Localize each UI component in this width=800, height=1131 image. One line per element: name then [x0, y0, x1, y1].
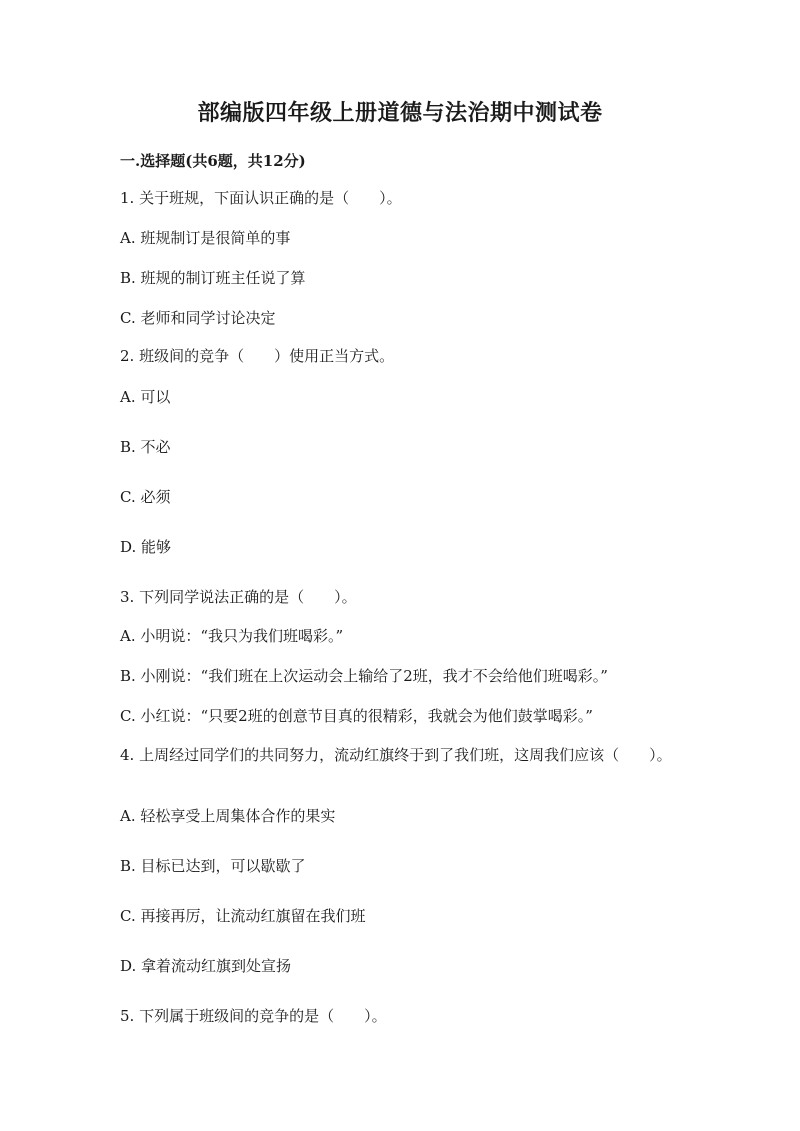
question-1-stem: 1. 关于班规，下面认识正确的是（ ）。: [120, 189, 402, 207]
question-2-stem: 2. 班级间的竞争（ ）使用正当方式。: [120, 347, 395, 365]
question-4-option-a: A. 轻松享受上周集体合作的果实: [120, 807, 336, 825]
question-4-option-b: B. 目标已达到，可以歇歇了: [120, 857, 306, 875]
section-heading: 一.选择题(共6题，共12分): [120, 152, 306, 170]
question-2-option-c: C. 必须: [120, 488, 171, 506]
question-5-stem: 5. 下列属于班级间的竞争的是（ ）。: [120, 1007, 387, 1025]
question-1-option-b: B. 班规的制订班主任说了算: [120, 269, 306, 287]
question-4-option-c: C. 再接再厉，让流动红旗留在我们班: [120, 907, 366, 925]
question-3-option-a: A. 小明说：“我只为我们班喝彩。”: [120, 627, 344, 645]
exam-title: 部编版四年级上册道德与法治期中测试卷: [197, 100, 603, 126]
question-4-stem: 4. 上周经过同学们的共同努力，流动红旗终于到了我们班，这周我们应该（ ）。: [120, 746, 672, 764]
question-2-option-d: D. 能够: [120, 538, 172, 556]
question-3-option-c: C. 小红说：“只要2班的创意节目真的很精彩，我就会为他们鼓掌喝彩。”: [120, 707, 593, 725]
question-1-option-a: A. 班规制订是很简单的事: [120, 229, 291, 247]
question-3-stem: 3. 下列同学说法正确的是（ ）。: [120, 588, 357, 606]
question-3-option-b: B. 小刚说：“我们班在上次运动会上输给了2班，我才不会给他们班喝彩。”: [120, 667, 608, 685]
question-4-option-d: D. 拿着流动红旗到处宣扬: [120, 957, 292, 975]
question-1-option-c: C. 老师和同学讨论决定: [120, 309, 276, 327]
question-2-option-a: A. 可以: [120, 388, 171, 406]
question-2-option-b: B. 不必: [120, 438, 171, 456]
